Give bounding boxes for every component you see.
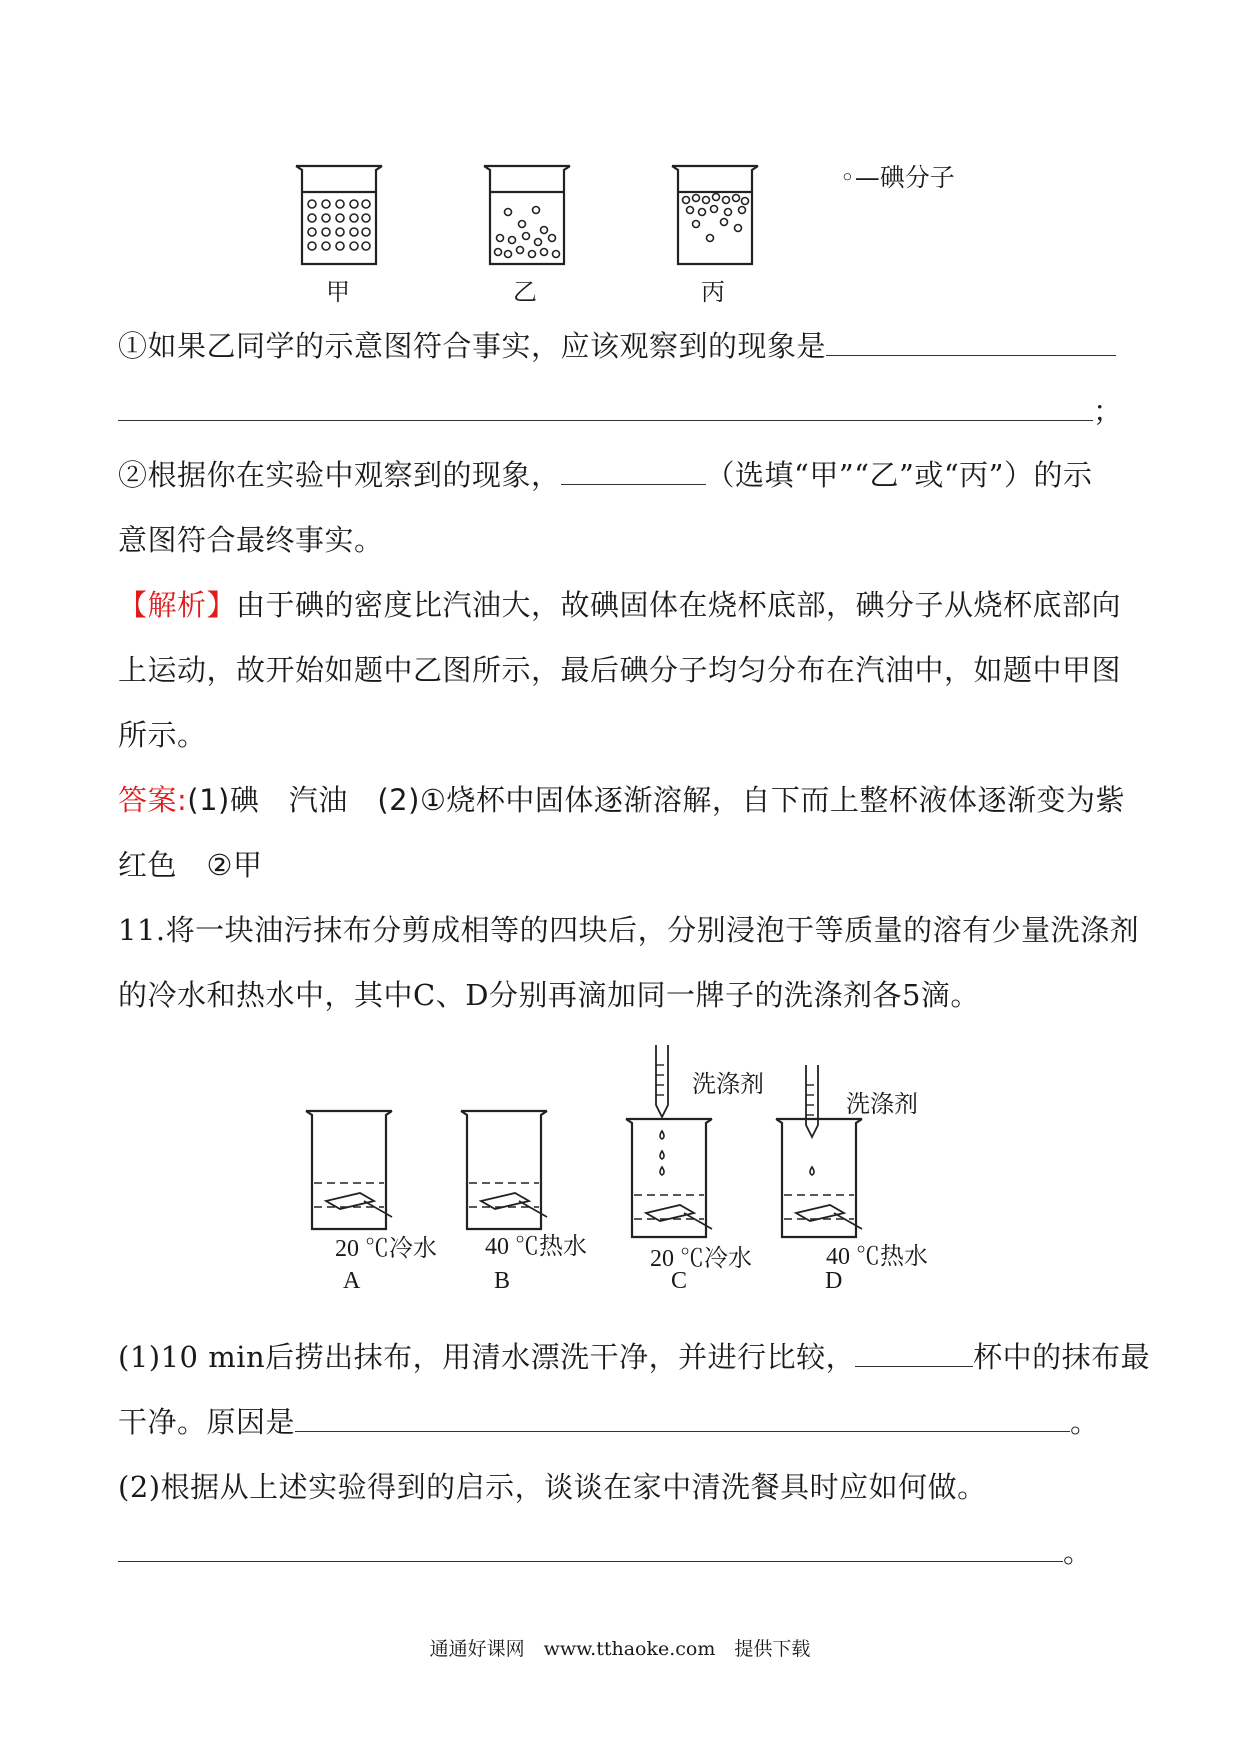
q1-line3-start: ②根据你在实验中观察到的现象， — [118, 458, 561, 492]
dropper-d — [806, 1065, 818, 1137]
q1-line4: 意图符合最终事实。 — [118, 523, 384, 557]
beaker-b-temp: 40 ℃热水 — [485, 1234, 587, 1260]
detergent-label-c: 洗涤剂 — [692, 1070, 764, 1098]
beaker-c — [626, 1119, 712, 1237]
beaker-d-letter: D — [825, 1268, 843, 1294]
q11-line1: 11.将一块油污抹布分剪成相等的四块后，分别浸泡于等质量的溶有少量洗涤剂 — [118, 913, 1140, 947]
beaker-d-temp: 40 ℃热水 — [826, 1244, 928, 1270]
answer-blank-reason[interactable] — [295, 1409, 1070, 1432]
answer-blank-observation-cont[interactable] — [118, 398, 1093, 421]
beaker-label-bing: 丙 — [701, 278, 725, 306]
q1-line3 — [118, 453, 1092, 494]
analysis-line3: 所示。 — [118, 718, 207, 752]
sub2-end: 。 — [1063, 1535, 1093, 1569]
beaker-b — [461, 1111, 547, 1229]
beaker-label-yi: 乙 — [513, 278, 537, 306]
q1-line2-end: ； — [1093, 394, 1123, 428]
answer-line2: 红色 ②甲 — [118, 848, 263, 882]
beaker-c-temp: 20 ℃冷水 — [650, 1246, 752, 1272]
sub1-line2 — [118, 1400, 1100, 1441]
beaker-c-letter: C — [671, 1268, 688, 1294]
q1-line2 — [118, 389, 1123, 430]
answer-line1-text: (1)碘 汽油 (2)①烧杯中固体逐渐溶解，自下而上整杯液体逐渐变为紫 — [187, 783, 1125, 817]
beaker-b-letter: B — [494, 1268, 511, 1294]
sub1-line2-end: 。 — [1070, 1405, 1100, 1439]
sub2-line2 — [118, 1530, 1093, 1571]
iodine-beakers-figure — [290, 160, 810, 270]
analysis-tag: 【解析】 — [118, 588, 237, 622]
dropper-c — [656, 1045, 668, 1117]
beaker-label-jia: 甲 — [326, 278, 350, 306]
q1-line1 — [118, 324, 1116, 365]
answer-blank-cleanest-cup[interactable] — [855, 1344, 973, 1367]
beaker-jia — [296, 166, 382, 264]
sub1-text-b: 杯中的抹布最 — [973, 1340, 1151, 1374]
beaker-a — [306, 1111, 392, 1229]
answer-line1 — [118, 778, 1125, 819]
iodine-legend: ◦—碘分子 — [840, 163, 955, 192]
detergent-label-d: 洗涤剂 — [846, 1090, 918, 1118]
sub1-line2-start: 干净。原因是 — [118, 1405, 296, 1439]
answer-blank-dishwashing[interactable] — [118, 1539, 1063, 1562]
sub2-line1: (2)根据从上述实验得到的启示，谈谈在家中清洗餐具时应如何做。 — [118, 1470, 987, 1504]
analysis-line1 — [118, 583, 1121, 624]
answer-tag: 答案: — [118, 783, 188, 817]
beaker-a-letter: A — [343, 1268, 361, 1294]
q1-line3-end: （选填“甲”“乙”或“丙”）的示 — [705, 458, 1093, 492]
sub1-line1 — [118, 1335, 1150, 1376]
beaker-yi — [484, 166, 570, 264]
analysis-line1-text: 由于碘的密度比汽油大，故碘固体在烧杯底部，碘分子从烧杯底部向 — [236, 588, 1122, 622]
footer-text: 通通好课网 www.tthaoke.com 提供下载 — [429, 1638, 811, 1660]
beaker-bing — [672, 166, 758, 264]
q11-line2: 的冷水和热水中，其中C、D分别再滴加同一牌子的洗涤剂各5滴。 — [118, 978, 980, 1012]
beaker-d — [776, 1119, 862, 1237]
beaker-a-temp: 20 ℃冷水 — [335, 1236, 437, 1262]
q1-line1-text: ①如果乙同学的示意图符合事实，应该观察到的现象是 — [118, 329, 827, 363]
detergent-beakers-figure — [300, 1045, 950, 1245]
analysis-line2: 上运动，故开始如题中乙图所示，最后碘分子均匀分布在汽油中，如题中甲图 — [118, 653, 1122, 687]
answer-blank-observation[interactable] — [826, 333, 1116, 356]
sub1-text-a: (1)10 min后捞出抹布，用清水漂洗干净，并进行比较， — [118, 1340, 856, 1374]
answer-blank-diagram-choice[interactable] — [561, 462, 706, 485]
